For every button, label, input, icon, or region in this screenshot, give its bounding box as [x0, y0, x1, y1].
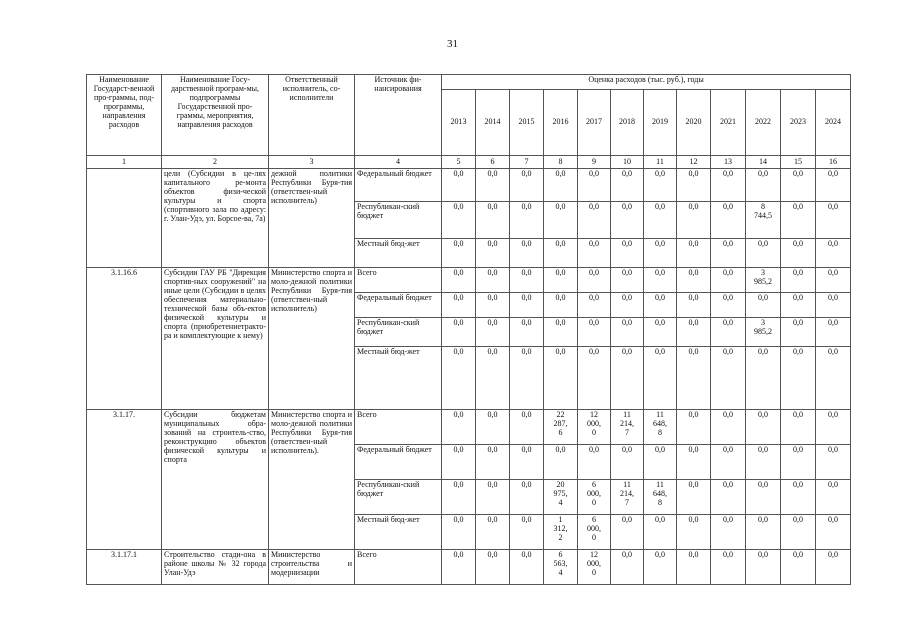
row-funding-source: Всего	[355, 410, 442, 445]
header-year: 2015	[510, 90, 544, 156]
row-value: 0,0	[510, 318, 544, 347]
row-value: 0,0	[510, 515, 544, 550]
row-value: 0,0	[711, 515, 746, 550]
row-value: 0,0	[544, 169, 578, 202]
header-funding-source: Источник фи-нансирования	[355, 75, 442, 156]
header-year: 2022	[746, 90, 781, 156]
header-estimate: Оценка расходов (тыс. руб.), годы	[442, 75, 851, 90]
row-value: 0,0	[510, 293, 544, 318]
row-executor: Министерство строительства и модернизации	[269, 550, 355, 585]
row-value: 0,0	[711, 202, 746, 239]
row-value: 0,0	[677, 480, 711, 515]
row-value: 0,0	[816, 550, 851, 585]
row-value: 0,0	[816, 410, 851, 445]
expenditure-table	[86, 74, 851, 585]
row-value: 0,0	[510, 550, 544, 585]
row-value: 11 648, 8	[644, 410, 677, 445]
row-funding-source: Всего	[355, 268, 442, 293]
row-value: 0,0	[781, 268, 816, 293]
row-value: 0,0	[644, 268, 677, 293]
row-value: 0,0	[816, 318, 851, 347]
row-value: 0,0	[611, 445, 644, 480]
row-value: 0,0	[711, 268, 746, 293]
row-value: 0,0	[746, 239, 781, 268]
row-value: 0,0	[677, 550, 711, 585]
row-value: 12 000, 0	[578, 410, 611, 445]
row-value: 0,0	[476, 347, 510, 410]
row-value: 0,0	[611, 293, 644, 318]
row-value: 0,0	[578, 202, 611, 239]
row-value: 0,0	[816, 445, 851, 480]
header-year: 2023	[781, 90, 816, 156]
row-value: 8 744,5	[746, 202, 781, 239]
header-year: 2014	[476, 90, 510, 156]
row-value: 0,0	[442, 293, 476, 318]
row-value: 0,0	[781, 318, 816, 347]
column-number: 1	[87, 156, 162, 169]
column-number: 4	[355, 156, 442, 169]
row-value: 0,0	[442, 169, 476, 202]
row-value: 0,0	[816, 293, 851, 318]
row-value: 0,0	[544, 202, 578, 239]
column-number: 5	[442, 156, 476, 169]
column-number: 14	[746, 156, 781, 169]
row-value: 0,0	[578, 169, 611, 202]
row-funding-source: Местный бюд-жет	[355, 239, 442, 268]
row-value: 0,0	[711, 550, 746, 585]
column-number: 16	[816, 156, 851, 169]
row-value: 0,0	[781, 293, 816, 318]
row-value: 0,0	[442, 239, 476, 268]
row-value: 0,0	[816, 347, 851, 410]
row-funding-source: Федеральный бюджет	[355, 293, 442, 318]
row-value: 0,0	[711, 410, 746, 445]
row-value: 0,0	[476, 239, 510, 268]
header-year: 2017	[578, 90, 611, 156]
row-funding-source: Республикан-ский бюджет	[355, 202, 442, 239]
row-value: 20 975, 4	[544, 480, 578, 515]
row-value: 0,0	[781, 410, 816, 445]
column-number: 7	[510, 156, 544, 169]
row-value: 0,0	[746, 410, 781, 445]
row-value: 0,0	[746, 347, 781, 410]
row-value: 0,0	[611, 318, 644, 347]
row-value: 0,0	[510, 239, 544, 268]
row-value: 0,0	[578, 268, 611, 293]
row-value: 3 985,2	[746, 268, 781, 293]
row-value: 0,0	[578, 445, 611, 480]
row-value: 0,0	[611, 268, 644, 293]
row-value: 0,0	[510, 202, 544, 239]
page-number: 31	[447, 38, 458, 50]
row-value: 0,0	[711, 347, 746, 410]
row-value: 0,0	[544, 293, 578, 318]
row-value: 6 000, 0	[578, 515, 611, 550]
row-code	[87, 169, 162, 268]
row-value: 0,0	[644, 239, 677, 268]
header-row	[87, 75, 851, 90]
row-executor: Министерство спорта и моло-дежной политики Республики Буря-тия (ответствен-ный исполнитель).	[269, 410, 355, 550]
row-funding-source: Республикан-ский бюджет	[355, 318, 442, 347]
table-row	[87, 268, 851, 293]
row-value: 0,0	[781, 239, 816, 268]
row-value: 0,0	[510, 169, 544, 202]
row-value: 0,0	[544, 318, 578, 347]
row-value: 0,0	[578, 318, 611, 347]
row-value: 0,0	[476, 480, 510, 515]
row-value: 0,0	[781, 169, 816, 202]
row-value: 3 985,2	[746, 318, 781, 347]
row-value: 0,0	[781, 347, 816, 410]
header-year: 2018	[611, 90, 644, 156]
row-executor: Министерство спорта и моло-дежной политики Республики Буря-тия (ответствен-ный исполнитель)	[269, 268, 355, 410]
row-funding-source: Местный бюд-жет	[355, 515, 442, 550]
row-value: 0,0	[611, 515, 644, 550]
row-value: 1 312, 2	[544, 515, 578, 550]
row-value: 0,0	[442, 515, 476, 550]
row-funding-source: Федеральный бюджет	[355, 169, 442, 202]
row-value: 0,0	[442, 347, 476, 410]
row-value: 0,0	[442, 318, 476, 347]
row-value: 0,0	[677, 239, 711, 268]
row-value: 0,0	[816, 169, 851, 202]
row-measure-name: Строительство стади-она в районе школы № 32 города Улан-Удэ	[162, 550, 269, 585]
row-value: 0,0	[677, 515, 711, 550]
row-value: 0,0	[611, 169, 644, 202]
row-value: 0,0	[578, 293, 611, 318]
header-year: 2013	[442, 90, 476, 156]
column-number: 12	[677, 156, 711, 169]
row-value: 0,0	[711, 445, 746, 480]
row-value: 0,0	[746, 515, 781, 550]
row-value: 0,0	[510, 268, 544, 293]
row-value: 0,0	[644, 293, 677, 318]
row-value: 6 000, 0	[578, 480, 611, 515]
row-value: 0,0	[578, 347, 611, 410]
column-numbers-row	[87, 156, 851, 169]
row-value: 0,0	[442, 550, 476, 585]
row-value: 0,0	[781, 550, 816, 585]
row-value: 0,0	[611, 550, 644, 585]
column-number: 9	[578, 156, 611, 169]
row-executor: дежной политики Республики Буря-тия (ответствен-ный исполнитель)	[269, 169, 355, 268]
header-year: 2019	[644, 90, 677, 156]
row-value: 11 214, 7	[611, 480, 644, 515]
row-value: 0,0	[442, 445, 476, 480]
row-value: 0,0	[644, 347, 677, 410]
header-executor: Ответственный исполнитель, со-исполнители	[269, 75, 355, 156]
header-year: 2024	[816, 90, 851, 156]
row-value: 0,0	[746, 293, 781, 318]
column-number: 11	[644, 156, 677, 169]
row-value: 0,0	[781, 202, 816, 239]
table-row	[87, 169, 851, 202]
row-value: 0,0	[816, 515, 851, 550]
row-value: 0,0	[476, 515, 510, 550]
row-value: 0,0	[442, 202, 476, 239]
row-funding-source: Республикан-ский бюджет	[355, 480, 442, 515]
column-number: 15	[781, 156, 816, 169]
row-value: 0,0	[644, 515, 677, 550]
row-value: 6 563, 4	[544, 550, 578, 585]
row-value: 0,0	[510, 347, 544, 410]
row-value: 0,0	[816, 268, 851, 293]
row-funding-source: Федеральный бюджет	[355, 445, 442, 480]
row-funding-source: Всего	[355, 550, 442, 585]
header-program-name: Наименование Государст-венной про-граммы, под-программы, направления расходов	[87, 75, 162, 156]
row-code: 3.1.17.	[87, 410, 162, 550]
row-value: 0,0	[611, 239, 644, 268]
row-value: 0,0	[510, 480, 544, 515]
row-value: 0,0	[544, 268, 578, 293]
column-number: 2	[162, 156, 269, 169]
row-value: 0,0	[781, 445, 816, 480]
row-value: 0,0	[746, 445, 781, 480]
column-number: 8	[544, 156, 578, 169]
header-year: 2021	[711, 90, 746, 156]
row-value: 0,0	[781, 480, 816, 515]
row-value: 0,0	[476, 169, 510, 202]
row-value: 0,0	[578, 239, 611, 268]
row-value: 0,0	[442, 410, 476, 445]
column-number: 3	[269, 156, 355, 169]
row-code: 3.1.16.6	[87, 268, 162, 410]
row-value: 0,0	[476, 550, 510, 585]
row-value: 0,0	[544, 347, 578, 410]
row-value: 0,0	[711, 169, 746, 202]
row-value: 0,0	[677, 169, 711, 202]
row-value: 0,0	[644, 550, 677, 585]
row-value: 0,0	[711, 480, 746, 515]
column-number: 13	[711, 156, 746, 169]
row-value: 0,0	[476, 445, 510, 480]
row-value: 0,0	[644, 318, 677, 347]
row-value: 0,0	[510, 445, 544, 480]
row-value: 0,0	[677, 202, 711, 239]
row-value: 0,0	[711, 293, 746, 318]
row-value: 0,0	[644, 169, 677, 202]
header-year: 2016	[544, 90, 578, 156]
row-value: 0,0	[816, 480, 851, 515]
row-value: 0,0	[476, 293, 510, 318]
row-value: 0,0	[816, 202, 851, 239]
row-measure-name: Субсидии ГАУ РБ "Дирекция спортив-ных сооружений" на иные цели (Субсидии в целях обеспечения материально-технической базы объ-ектов физической культуры и спорта (приобретениетракто-ра и комплектующие к нему)	[162, 268, 269, 410]
row-value: 0,0	[476, 268, 510, 293]
row-value: 0,0	[476, 202, 510, 239]
row-value: 0,0	[544, 239, 578, 268]
row-value: 12 000, 0	[578, 550, 611, 585]
row-value: 0,0	[677, 293, 711, 318]
row-value: 0,0	[611, 202, 644, 239]
row-code: 3.1.17.1	[87, 550, 162, 585]
row-value: 0,0	[746, 480, 781, 515]
row-value: 0,0	[677, 268, 711, 293]
header-measure-name: Наименование Госу-дарственной програм-мы, подпрограммы Государственной про-граммы, мероприятия, направления расходов	[162, 75, 269, 156]
row-value: 0,0	[442, 480, 476, 515]
row-value: 0,0	[746, 550, 781, 585]
row-value: 0,0	[746, 169, 781, 202]
row-value: 0,0	[644, 445, 677, 480]
row-value: 0,0	[677, 318, 711, 347]
row-value: 0,0	[476, 410, 510, 445]
header-year: 2020	[677, 90, 711, 156]
table-row	[87, 550, 851, 585]
table-row	[87, 410, 851, 445]
row-value: 0,0	[781, 515, 816, 550]
row-value: 0,0	[644, 202, 677, 239]
column-number: 6	[476, 156, 510, 169]
row-value: 0,0	[677, 445, 711, 480]
row-value: 11 648, 8	[644, 480, 677, 515]
row-value: 0,0	[677, 347, 711, 410]
row-value: 0,0	[816, 239, 851, 268]
row-value: 0,0	[510, 410, 544, 445]
row-value: 0,0	[442, 268, 476, 293]
row-value: 11 214, 7	[611, 410, 644, 445]
row-funding-source: Местный бюд-жет	[355, 347, 442, 410]
row-value: 0,0	[544, 445, 578, 480]
row-measure-name: цели (Субсидии в це-лях капитального ре-монта объектов физи-ческой культуры и спорта (спортивного зала по адресу: г. Улан-Удэ, ул. Борсое-ва, 7а)	[162, 169, 269, 268]
row-value: 0,0	[476, 318, 510, 347]
row-value: 22 287, 6	[544, 410, 578, 445]
row-value: 0,0	[711, 318, 746, 347]
row-value: 0,0	[711, 239, 746, 268]
row-measure-name: Субсидии бюджетам муниципальных обра-зований на строитель-ство, реконструкцию объектов физической культуры и спорта	[162, 410, 269, 550]
column-number: 10	[611, 156, 644, 169]
row-value: 0,0	[677, 410, 711, 445]
row-value: 0,0	[611, 347, 644, 410]
